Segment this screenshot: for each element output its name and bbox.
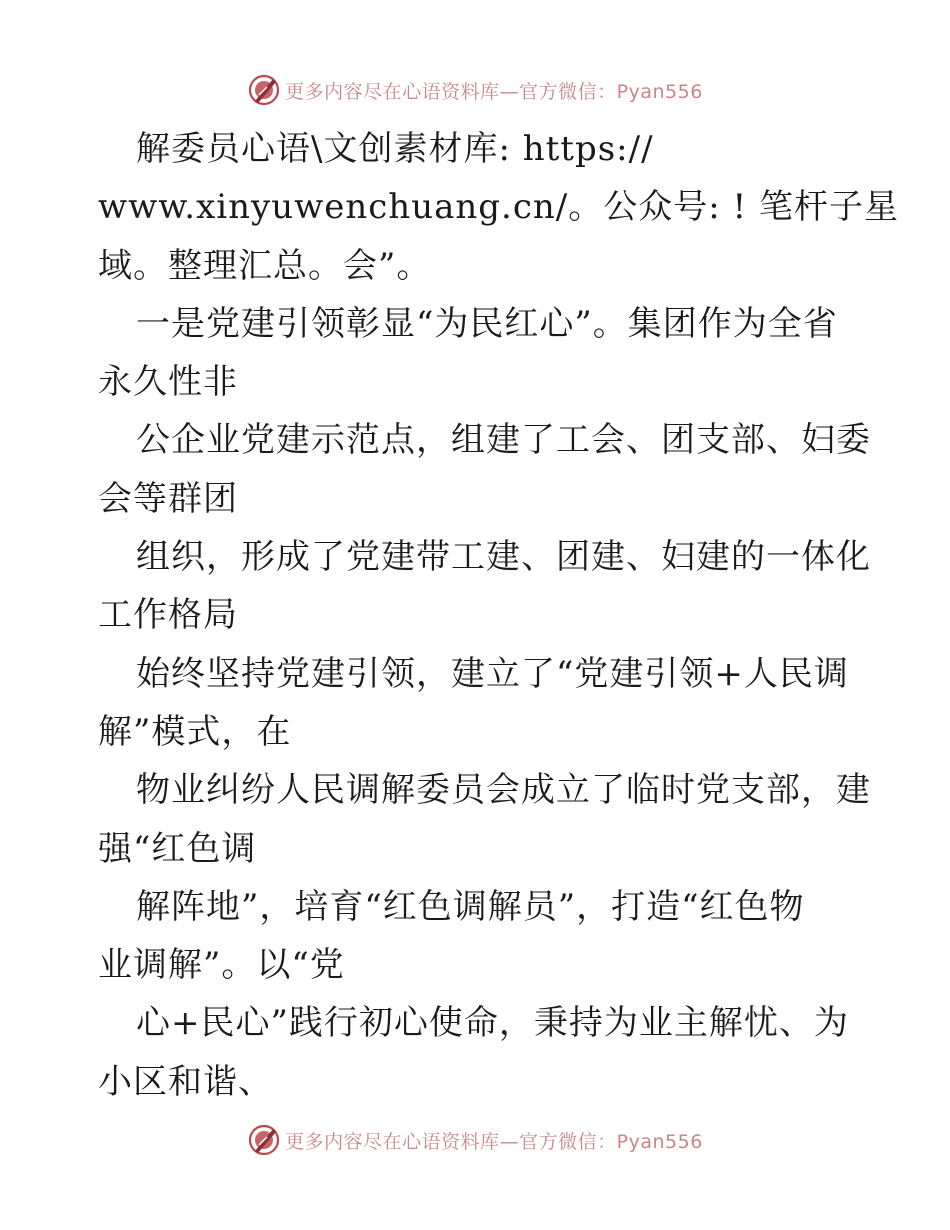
text-line: 域。整理汇总。会”。 [98,245,432,286]
text-line: 始终坚持党建引领，建立了“党建引领+人民调 [136,653,849,694]
text-line: 工作格局 [98,595,238,636]
footer-banner [0,1120,950,1160]
text-line: 永久性非 [98,362,238,403]
text-line: 小区和谐、 [98,1061,273,1102]
text-line: 强“红色调 [98,828,257,869]
quill-logo-icon [247,73,281,107]
text-line: www.xinyuwenchuang.cn/。公众号: ! 笔杆子星 [98,187,899,228]
text-line: 解委员心语\文创素材库: https:// [136,129,654,169]
text-line: 解”模式，在 [98,711,292,752]
text-line: 业调解”。以“党 [98,945,345,986]
quill-logo-icon [247,1123,281,1157]
text-line: 心+民心”践行初心使命，秉持为业主解忧、为 [136,1003,849,1044]
text-line: 解阵地”，培育“红色调解员”，打造“红色物 [136,886,805,927]
document-body [98,120,899,1111]
text-line: 组织，形成了党建带工建、团建、妇建的一体化 [136,537,871,578]
text-line: 物业纠纷人民调解委员会成立了临时党支部，建 [136,770,871,811]
banner-text: 更多内容尽在心语资料库—官方微信：Pyan556 [285,1130,703,1153]
header-banner [0,70,950,110]
text-line: 一是党建引领彰显“为民红心”。集团作为全省 [136,303,838,344]
text-line: 公企业党建示范点，组建了工会、团支部、妇委 [136,420,871,461]
banner-text: 更多内容尽在心语资料库—官方微信：Pyan556 [285,80,703,103]
text-line: 会等群团 [98,478,238,519]
